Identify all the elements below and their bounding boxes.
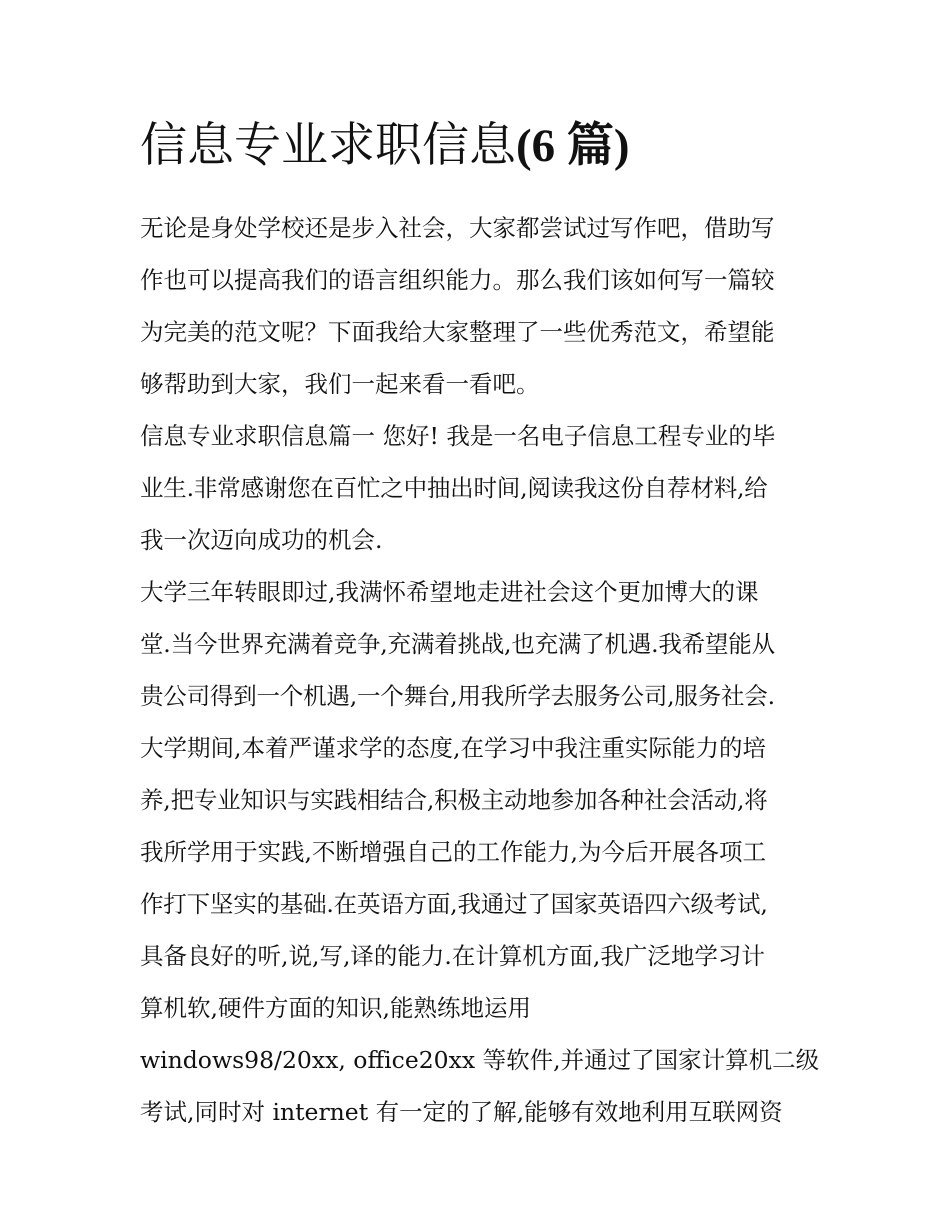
body-line: 具备良好的听,说,写,译的能力.在计算机方面,我广泛地学习计 [140, 942, 765, 970]
body-line: 作打下坚实的基础.在英语方面,我通过了国家英语四六级考试, [140, 890, 768, 918]
body-line: 够帮助到大家，我们一起来看一看吧。 [140, 370, 540, 398]
body-line: 为完美的范文呢？下面我给大家整理了一些优秀范文，希望能 [140, 318, 775, 346]
body-line: 考试,同时对 internet 有一定的了解,能够有效地利用互联网资 [140, 1098, 783, 1126]
body-line: 养,把专业知识与实践相结合,积极主动地参加各种社会活动,将 [140, 786, 768, 814]
body-line: 贵公司得到一个机遇,一个舞台,用我所学去服务公司,服务社会. [140, 682, 775, 710]
body-line: 算机软,硬件方面的知识,能熟练地运用 [140, 994, 531, 1022]
body-line: 信息专业求职信息篇一 您好! 我是一名电子信息工程专业的毕 [140, 422, 776, 450]
body-line: windows98/20xx, office20xx 等软件,并通过了国家计算机二级 [140, 1046, 820, 1074]
document-title-text: 信息专业求职信息 [140, 118, 516, 173]
body-line: 我一次迈向成功的机会. [140, 526, 383, 554]
document-body [140, 202, 820, 1138]
body-line: 作也可以提高我们的语言组织能力。那么我们该如何写一篇较 [140, 266, 775, 294]
body-line: 大学期间,本着严谨求学的态度,在学习中我注重实际能力的培 [140, 734, 766, 762]
body-line: 堂.当今世界充满着竞争,充满着挑战,也充满了机遇.我希望能从 [140, 630, 775, 658]
document-title [140, 112, 816, 180]
body-line: 我所学用于实践,不断增强自己的工作能力,为今后开展各项工 [140, 838, 766, 866]
document-page [140, 112, 820, 1138]
body-line: 无论是身处学校还是步入社会，大家都尝试过写作吧，借助写 [140, 214, 775, 242]
body-line: 业生.非常感谢您在百忙之中抽出时间,阅读我这份自荐材料,给 [140, 474, 768, 502]
body-line: 大学三年转眼即过,我满怀希望地走进社会这个更加博大的课 [140, 578, 759, 606]
document-title-count: (6 篇) [516, 120, 630, 172]
